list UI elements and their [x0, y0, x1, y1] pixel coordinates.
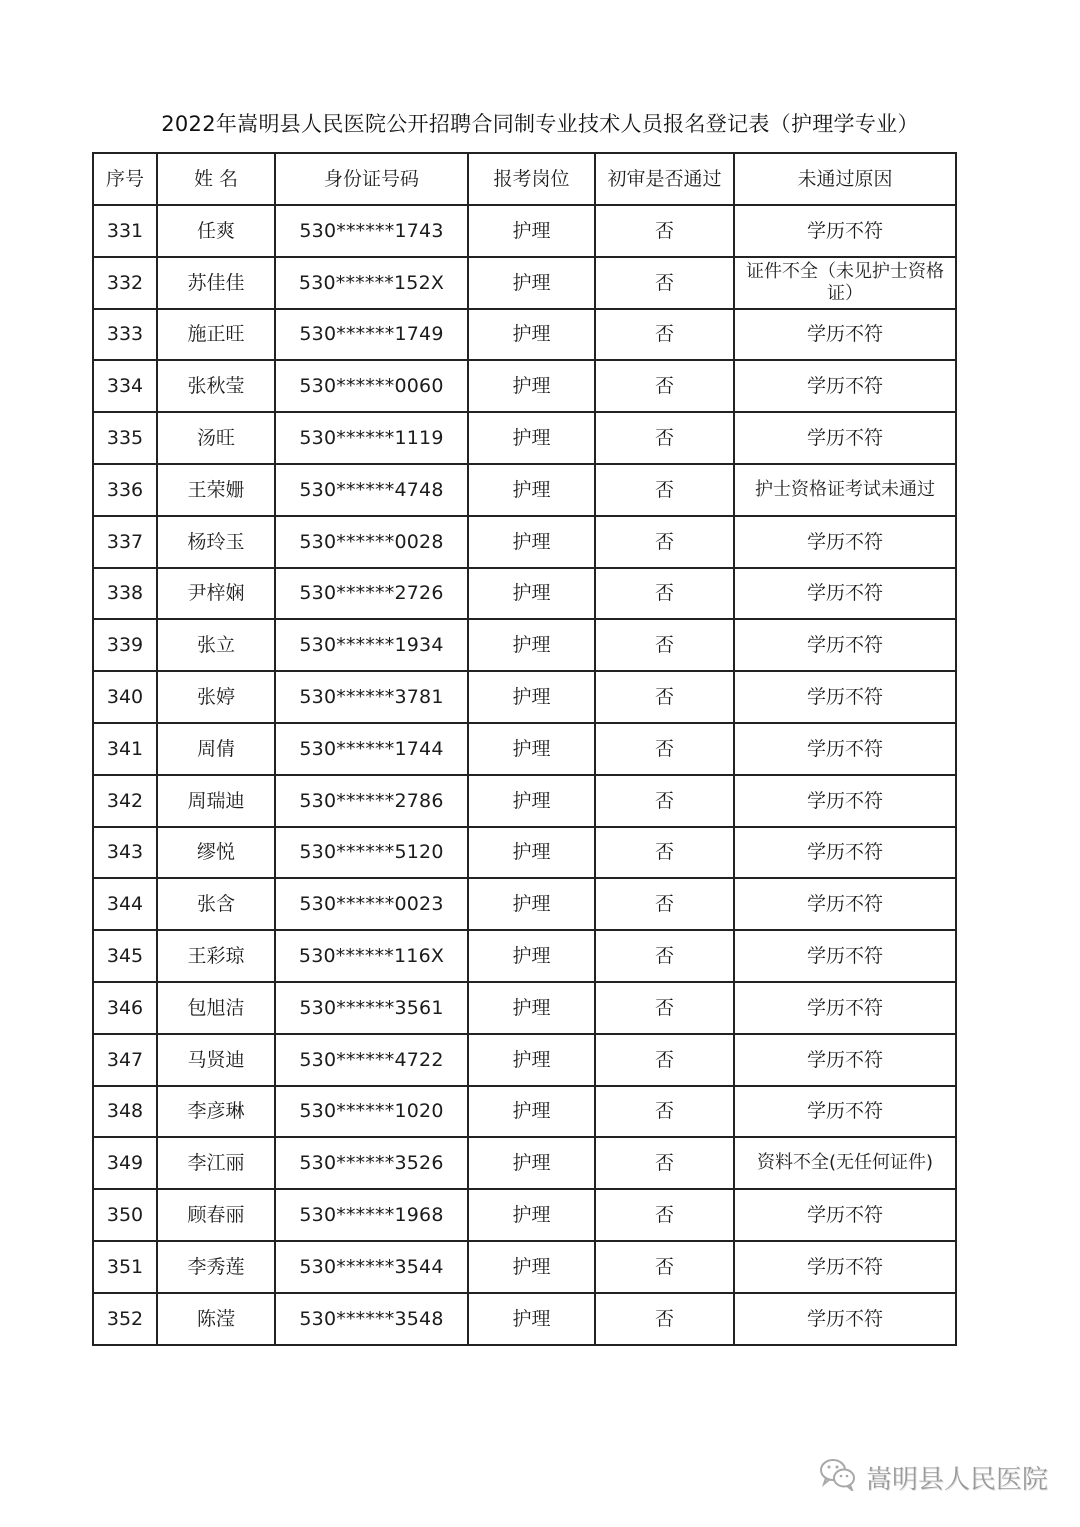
cell-passed: 否: [595, 464, 734, 516]
table-row: [93, 1034, 956, 1086]
cell-passed: 否: [595, 568, 734, 620]
cell-name: 张含: [157, 878, 275, 930]
table-row: [93, 309, 956, 361]
cell-reason: 学历不符: [734, 360, 956, 412]
table-header-row: [93, 153, 956, 205]
cell-post: 护理: [468, 257, 595, 309]
header-id-number: 身份证号码: [275, 153, 468, 205]
cell-reason: 学历不符: [734, 309, 956, 361]
cell-name: 顾春丽: [157, 1189, 275, 1241]
cell-id-number: 530******1744: [275, 723, 468, 775]
cell-reason: 学历不符: [734, 930, 956, 982]
cell-name: 马贤迪: [157, 1034, 275, 1086]
cell-id-number: 530******1743: [275, 205, 468, 257]
cell-passed: 否: [595, 1241, 734, 1293]
cell-name: 王荣姗: [157, 464, 275, 516]
table-row: [93, 568, 956, 620]
cell-serial: 342: [93, 775, 157, 827]
cell-passed: 否: [595, 982, 734, 1034]
cell-passed: 否: [595, 1189, 734, 1241]
cell-post: 护理: [468, 412, 595, 464]
cell-name: 李江丽: [157, 1137, 275, 1189]
cell-serial: 333: [93, 309, 157, 361]
cell-serial: 351: [93, 1241, 157, 1293]
cell-post: 护理: [468, 671, 595, 723]
cell-name: 缪悦: [157, 827, 275, 879]
cell-passed: 否: [595, 1137, 734, 1189]
cell-id-number: 530******0023: [275, 878, 468, 930]
wechat-icon: [818, 1457, 858, 1498]
header-reason: 未通过原因: [734, 153, 956, 205]
cell-name: 杨玲玉: [157, 516, 275, 568]
cell-post: 护理: [468, 1241, 595, 1293]
header-serial: 序号: [93, 153, 157, 205]
cell-reason: 学历不符: [734, 568, 956, 620]
table-row: [93, 671, 956, 723]
cell-name: 周倩: [157, 723, 275, 775]
cell-post: 护理: [468, 205, 595, 257]
table-row: [93, 723, 956, 775]
cell-id-number: 530******4748: [275, 464, 468, 516]
cell-serial: 336: [93, 464, 157, 516]
registration-table: [92, 152, 957, 1346]
cell-name: 任爽: [157, 205, 275, 257]
cell-passed: 否: [595, 1293, 734, 1345]
header-post: 报考岗位: [468, 153, 595, 205]
cell-name: 苏佳佳: [157, 257, 275, 309]
cell-reason: 学历不符: [734, 671, 956, 723]
cell-passed: 否: [595, 516, 734, 568]
cell-reason: 学历不符: [734, 827, 956, 879]
table-row: [93, 775, 956, 827]
cell-id-number: 530******2726: [275, 568, 468, 620]
cell-reason: 学历不符: [734, 1034, 956, 1086]
cell-id-number: 530******3544: [275, 1241, 468, 1293]
table-row: [93, 1293, 956, 1345]
table-row: [93, 360, 956, 412]
cell-id-number: 530******0060: [275, 360, 468, 412]
cell-serial: 337: [93, 516, 157, 568]
watermark: [818, 1457, 1048, 1497]
cell-post: 护理: [468, 1086, 595, 1138]
cell-id-number: 530******0028: [275, 516, 468, 568]
cell-reason: 学历不符: [734, 1241, 956, 1293]
cell-passed: 否: [595, 309, 734, 361]
cell-id-number: 530******3561: [275, 982, 468, 1034]
cell-post: 护理: [468, 1034, 595, 1086]
cell-id-number: 530******4722: [275, 1034, 468, 1086]
cell-serial: 346: [93, 982, 157, 1034]
cell-post: 护理: [468, 930, 595, 982]
cell-post: 护理: [468, 568, 595, 620]
cell-id-number: 530******3548: [275, 1293, 468, 1345]
cell-id-number: 530******3781: [275, 671, 468, 723]
table-row: [93, 205, 956, 257]
cell-post: 护理: [468, 309, 595, 361]
cell-serial: 345: [93, 930, 157, 982]
cell-id-number: 530******5120: [275, 827, 468, 879]
table-row: [93, 619, 956, 671]
cell-passed: 否: [595, 878, 734, 930]
cell-reason: 学历不符: [734, 982, 956, 1034]
table-row: [93, 930, 956, 982]
cell-serial: 341: [93, 723, 157, 775]
cell-id-number: 530******1749: [275, 309, 468, 361]
table-row: [93, 1241, 956, 1293]
table-row: [93, 1189, 956, 1241]
cell-reason: 学历不符: [734, 619, 956, 671]
cell-passed: 否: [595, 827, 734, 879]
cell-id-number: 530******3526: [275, 1137, 468, 1189]
watermark-text: 嵩明县人民医院: [866, 1464, 1049, 1495]
cell-name: 李秀莲: [157, 1241, 275, 1293]
header-name: 姓 名: [157, 153, 275, 205]
cell-reason: 证件不全（未见护士资格证）: [734, 257, 956, 309]
cell-post: 护理: [468, 1189, 595, 1241]
cell-id-number: 530******1020: [275, 1086, 468, 1138]
cell-id-number: 530******2786: [275, 775, 468, 827]
cell-id-number: 530******116X: [275, 930, 468, 982]
cell-post: 护理: [468, 1137, 595, 1189]
cell-reason: 学历不符: [734, 878, 956, 930]
cell-serial: 338: [93, 568, 157, 620]
cell-id-number: 530******152X: [275, 257, 468, 309]
cell-serial: 348: [93, 1086, 157, 1138]
cell-passed: 否: [595, 360, 734, 412]
cell-passed: 否: [595, 671, 734, 723]
cell-post: 护理: [468, 464, 595, 516]
cell-post: 护理: [468, 723, 595, 775]
cell-passed: 否: [595, 775, 734, 827]
cell-reason: 学历不符: [734, 775, 956, 827]
cell-post: 护理: [468, 619, 595, 671]
cell-name: 汤旺: [157, 412, 275, 464]
cell-reason: 学历不符: [734, 1086, 956, 1138]
table-row: [93, 257, 956, 309]
cell-id-number: 530******1934: [275, 619, 468, 671]
cell-reason: 资料不全(无任何证件): [734, 1137, 956, 1189]
cell-id-number: 530******1119: [275, 412, 468, 464]
cell-passed: 否: [595, 412, 734, 464]
cell-serial: 334: [93, 360, 157, 412]
cell-serial: 332: [93, 257, 157, 309]
table-row: [93, 464, 956, 516]
table-row: [93, 516, 956, 568]
cell-reason: 学历不符: [734, 516, 956, 568]
cell-serial: 331: [93, 205, 157, 257]
cell-name: 陈滢: [157, 1293, 275, 1345]
cell-serial: 352: [93, 1293, 157, 1345]
cell-passed: 否: [595, 619, 734, 671]
cell-reason: 学历不符: [734, 205, 956, 257]
cell-post: 护理: [468, 775, 595, 827]
cell-passed: 否: [595, 930, 734, 982]
cell-reason: 学历不符: [734, 412, 956, 464]
cell-reason: 学历不符: [734, 723, 956, 775]
cell-passed: 否: [595, 1034, 734, 1086]
cell-serial: 340: [93, 671, 157, 723]
cell-serial: 343: [93, 827, 157, 879]
table-row: [93, 827, 956, 879]
cell-post: 护理: [468, 516, 595, 568]
cell-serial: 347: [93, 1034, 157, 1086]
cell-name: 尹梓娴: [157, 568, 275, 620]
cell-passed: 否: [595, 1086, 734, 1138]
cell-name: 李彦琳: [157, 1086, 275, 1138]
cell-post: 护理: [468, 827, 595, 879]
cell-name: 包旭洁: [157, 982, 275, 1034]
cell-post: 护理: [468, 982, 595, 1034]
cell-name: 施正旺: [157, 309, 275, 361]
cell-post: 护理: [468, 360, 595, 412]
cell-serial: 349: [93, 1137, 157, 1189]
cell-serial: 344: [93, 878, 157, 930]
cell-reason: 学历不符: [734, 1293, 956, 1345]
cell-serial: 335: [93, 412, 157, 464]
cell-name: 周瑞迪: [157, 775, 275, 827]
document-title: 2022年嵩明县人民医院公开招聘合同制专业技术人员报名登记表（护理学专业）: [161, 112, 919, 136]
cell-name: 张婷: [157, 671, 275, 723]
cell-name: 张秋莹: [157, 360, 275, 412]
cell-passed: 否: [595, 257, 734, 309]
cell-name: 张立: [157, 619, 275, 671]
cell-serial: 350: [93, 1189, 157, 1241]
cell-id-number: 530******1968: [275, 1189, 468, 1241]
table-row: [93, 412, 956, 464]
cell-reason: 护士资格证考试未通过: [734, 464, 956, 516]
table-row: [93, 982, 956, 1034]
cell-name: 王彩琼: [157, 930, 275, 982]
table-row: [93, 1086, 956, 1138]
cell-serial: 339: [93, 619, 157, 671]
cell-post: 护理: [468, 878, 595, 930]
cell-passed: 否: [595, 205, 734, 257]
table-row: [93, 1137, 956, 1189]
table-row: [93, 878, 956, 930]
cell-reason: 学历不符: [734, 1189, 956, 1241]
cell-post: 护理: [468, 1293, 595, 1345]
header-passed: 初审是否通过: [595, 153, 734, 205]
cell-passed: 否: [595, 723, 734, 775]
